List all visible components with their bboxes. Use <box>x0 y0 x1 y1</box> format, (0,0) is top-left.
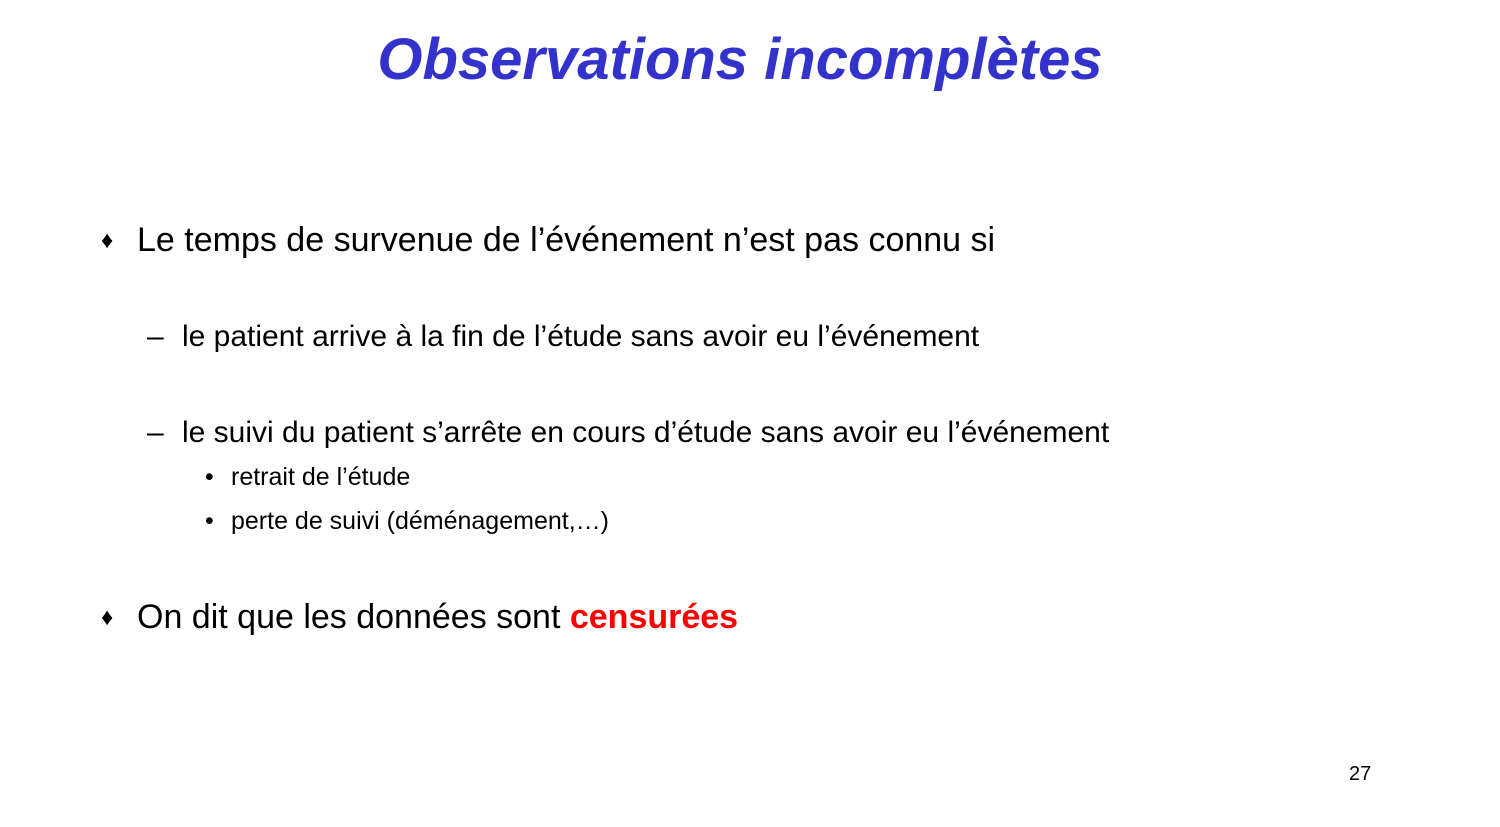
page-number: 27 <box>1349 763 1372 785</box>
bullet-text: On dit que les données sont <box>137 598 570 636</box>
sub-item-2 <box>147 415 1109 451</box>
emphasis-word: censurées <box>569 598 739 636</box>
sub-item-1 <box>147 319 979 355</box>
bullet-text: Le temps de survenue de l’événement n’est pas connu si <box>137 221 996 259</box>
sub-sub-item-1 <box>205 462 410 492</box>
diamond-bullet-icon: ♦ <box>101 604 114 631</box>
dot-bullet-icon: • <box>205 463 214 491</box>
sub-sub-item-text: retrait de l’étude <box>231 463 411 491</box>
slide-title: Observations incomplètes <box>377 27 1103 92</box>
dash-bullet-icon: – <box>147 416 164 449</box>
dot-bullet-icon: • <box>205 507 214 535</box>
sub-sub-item-text: perte de suivi (déménagement,…) <box>231 507 609 535</box>
dash-bullet-icon: – <box>147 320 164 353</box>
sub-item-text: le suivi du patient s’arrête en cours d’étude sans avoir eu l’événement <box>182 416 1110 449</box>
sub-item-text: le patient arrive à la fin de l’étude sans avoir eu l’événement <box>182 320 980 353</box>
bullet-item-1 <box>101 220 995 261</box>
diamond-bullet-icon: ♦ <box>101 227 114 254</box>
sub-sub-item-2 <box>205 506 609 536</box>
bullet-item-2 <box>101 597 738 638</box>
